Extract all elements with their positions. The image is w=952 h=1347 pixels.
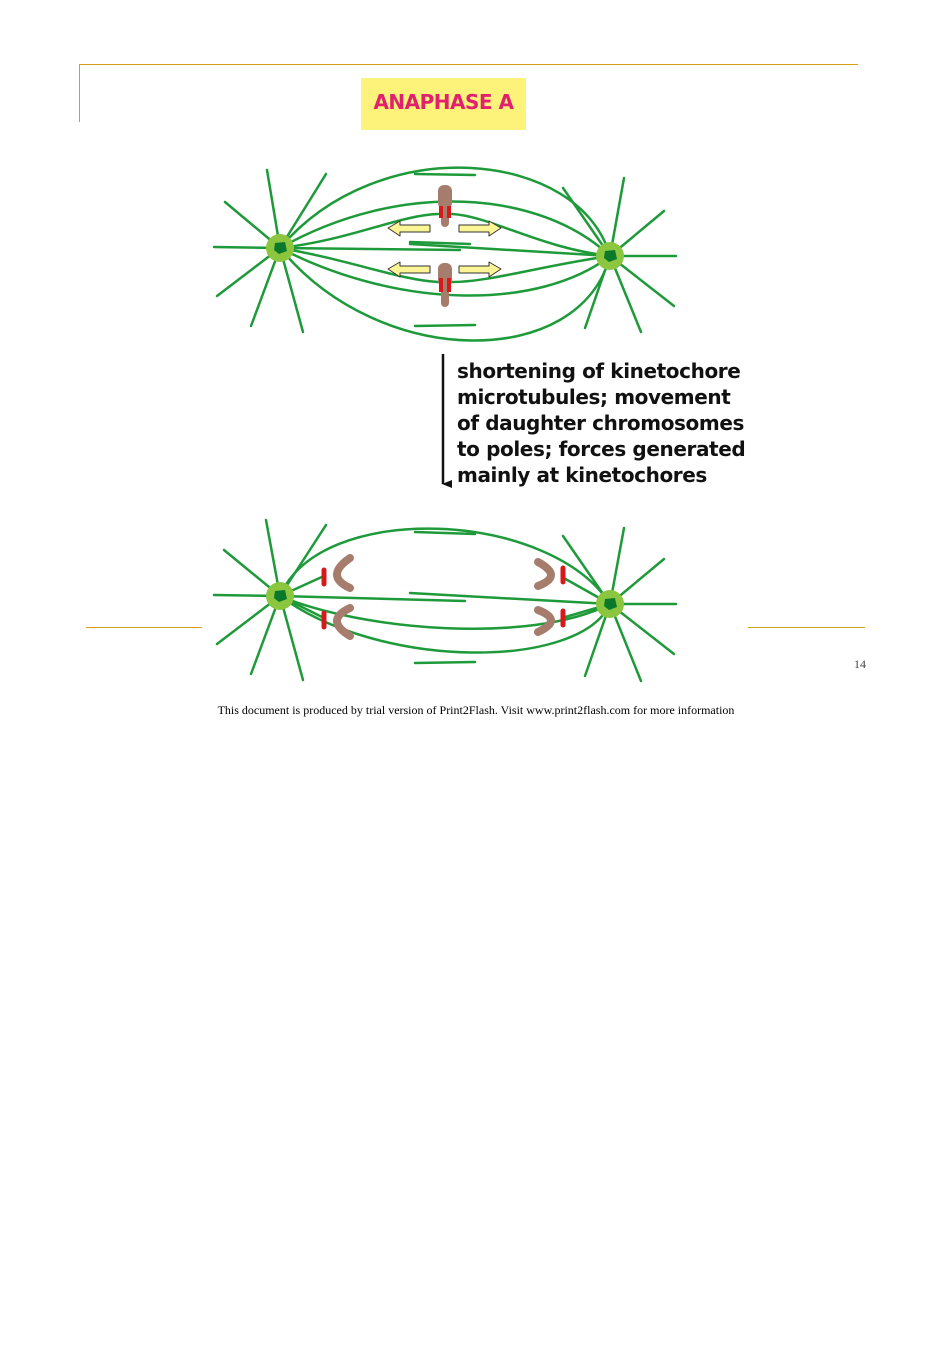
bottom-right-pole xyxy=(596,590,624,618)
daughter-chromosome-right-lower xyxy=(538,610,551,632)
kinetochore-fiber-left-lower xyxy=(280,248,438,282)
slide-frame-left-border xyxy=(79,64,80,122)
slide-footer-rule-left xyxy=(86,627,202,628)
kinetochore xyxy=(447,278,451,292)
figure-title: ANAPHASE A xyxy=(373,90,514,114)
page-number: 14 xyxy=(854,657,866,671)
slide-footer-rule-right xyxy=(748,627,865,628)
kinetochore xyxy=(439,278,443,292)
top-chromosome-lower xyxy=(438,263,452,307)
slide-frame-top-border xyxy=(79,64,858,65)
daughter-chromosome-left-upper xyxy=(337,558,350,588)
caption-line: microtubules; movement xyxy=(457,385,731,409)
kinetochore xyxy=(447,206,451,218)
kinetochore xyxy=(439,206,443,218)
arrow-left-icon xyxy=(388,221,430,236)
figure-caption xyxy=(457,358,757,488)
kinetochore-fiber-left xyxy=(280,248,460,250)
arrow-right-icon xyxy=(459,262,501,277)
daughter-chromosome-left-lower xyxy=(337,608,350,636)
trial-version-footer: This document is produced by trial version of Print2Flash. Visit www.print2flash.com for more information xyxy=(217,703,735,717)
anaphase-a-figure xyxy=(200,70,750,688)
daughter-chromosome-right-upper xyxy=(538,562,551,586)
figure-title-box xyxy=(361,78,526,130)
bottom-left-pole xyxy=(266,582,294,610)
caption-line: to poles; forces generated xyxy=(457,437,746,461)
top-right-pole xyxy=(596,242,624,270)
top-left-pole xyxy=(266,234,294,262)
spindle-fiber-top-outer xyxy=(280,529,610,604)
caption-line: shortening of kinetochore xyxy=(457,359,741,383)
top-chromosome-upper xyxy=(438,185,452,227)
caption-line: mainly at kinetochores xyxy=(457,463,707,487)
caption-line: of daughter chromosomes xyxy=(457,411,744,435)
overlap-fiber-left xyxy=(280,596,465,601)
overlap-fiber-right xyxy=(410,593,610,604)
